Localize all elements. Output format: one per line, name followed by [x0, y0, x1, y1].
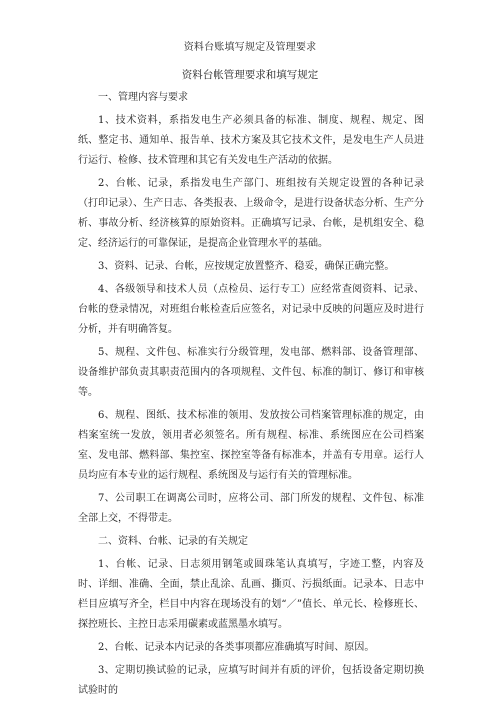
paragraph: 1、技术资料，系指发电生产必须具备的标准、制度、规程、规定、图纸、整定书、通知单、报告单、技术方案及其它技术文件，是发电生产人员进行运行、检修、技术管理和其它有关发电生产活动的依据。: [78, 115, 424, 166]
paragraph: 1、台帐、记录、日志须用钢笔或圆珠笔认真填写，字迹工整，内容及时、详细、准确、全面，禁止乱涂、乱画、撕页、污损纸面。记录本、日志中栏目应填写齐全，栏目中内容在现场没有的划“／”值长、单元长、检修班长、探控班长、主控日志采用碳素或蓝黑墨水填写。: [78, 559, 424, 630]
paragraph: 2、台帐、记录，系指发电生产部门、班组按有关规定设置的各种记录（打印记录）、生产日志、各类报表、上级命令，是进行设备状态分析、生产分析、事故分析、经济核算的原始资料。正确填写记录、台帐，是机组安全、稳定、经济运行的可靠保证，是提高企业管理水平的基础。: [78, 178, 424, 249]
section-heading-management: 一、管理内容与要求: [98, 92, 188, 103]
section-heading-regulations: 二、资料、台帐、记录的有关规定: [98, 536, 248, 547]
document-body: [78, 88, 424, 704]
paragraph: 7、公司职工在调离公司时，应将公司、部门所发的规程、文件包、标准全部上交，不得带走。: [78, 493, 424, 524]
paragraph: 3、定期切换试验的记录，应填写时间并有质的评价，包括设备定期切换试验时的: [78, 665, 424, 696]
paragraph: 6、规程、图纸、技术标准的领用、发放按公司档案管理标准的规定，由档案室统一发放，领用者必须签名。所有规程、标准、系统图应在公司档案室、发电部、燃料部、集控室、探控室等备有标准本，并盖有专用章。运行人员均应有本专业的运行规程、系统图及与运行有关的管理标准。: [78, 410, 424, 481]
running-header: 资料台账填写规定及管理要求: [183, 42, 317, 53]
paragraph: 5、规程、文件包、标准实行分级管理，发电部、燃料部、设备管理部、设备维护部负责其职责范围内的各项规程、文件包、标准的制订、修订和审核等。: [78, 347, 424, 398]
paragraph: 2、台帐、记录本内记录的各类事项都应准确填写时间、原因。: [98, 642, 375, 653]
paragraph: 3、资料、记录、台帐，应按规定放置整齐、稳妥，确保正确完整。: [98, 261, 395, 272]
document-title: 资料台帐管理要求和填写规定: [181, 69, 319, 81]
paragraph: 4、各级领导和技术人员（点检员、运行专工）应经常查阅资料、记录、台帐的登录情况，对班组台帐检查后应签名，对记录中反映的问题应及时进行分析，并有明确答复。: [78, 284, 424, 335]
